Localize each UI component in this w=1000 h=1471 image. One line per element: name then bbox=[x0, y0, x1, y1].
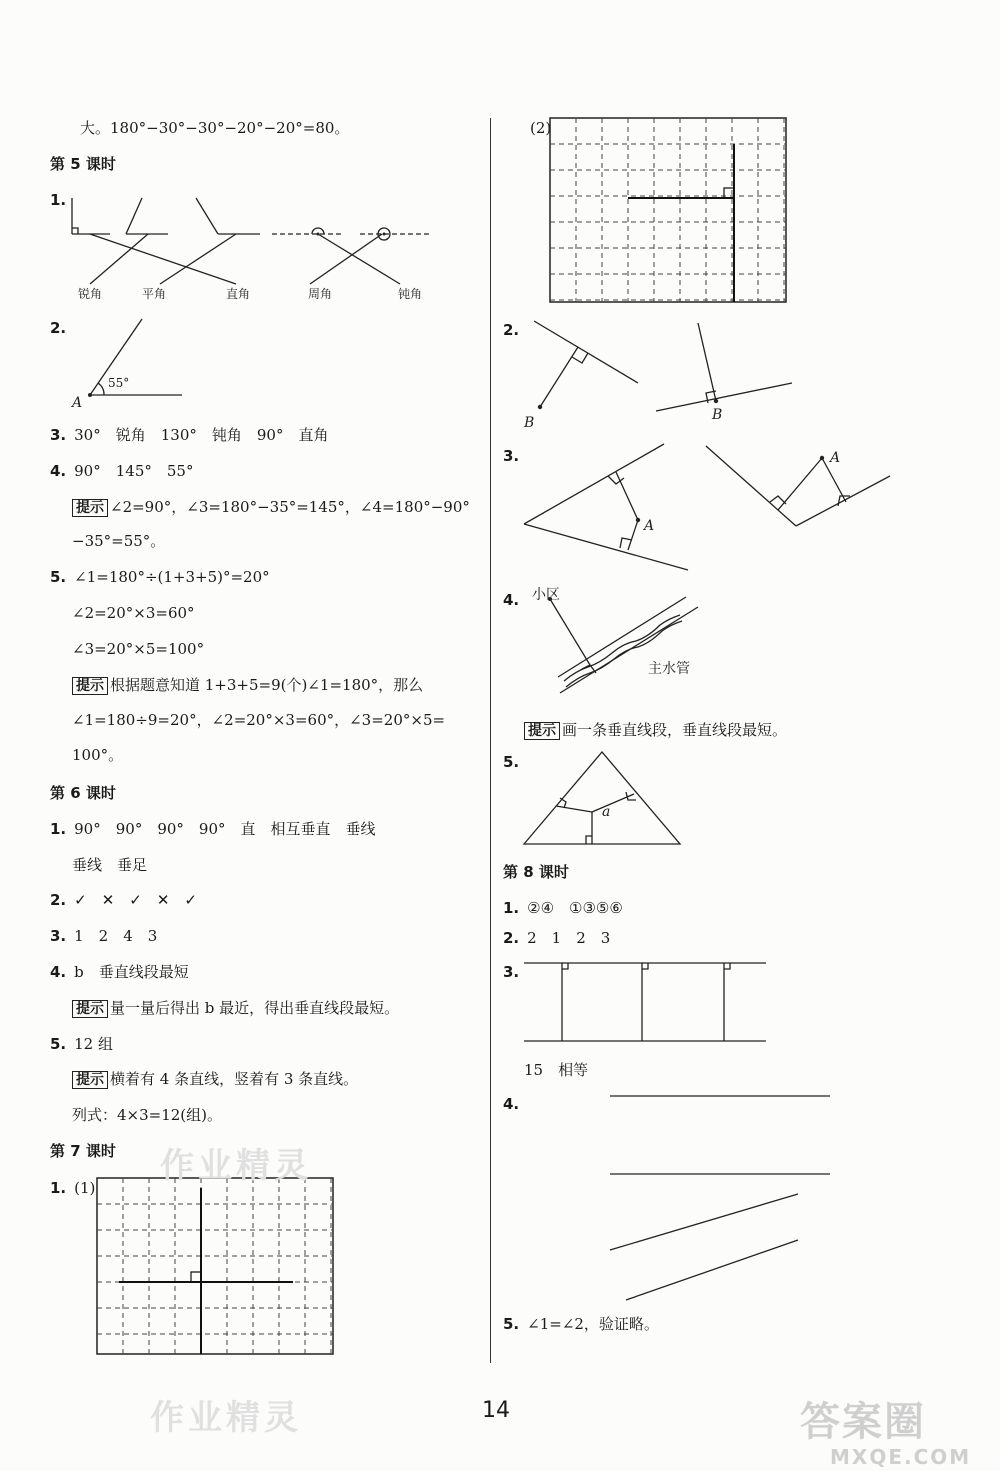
l6-q1-l2: 垂线 垂足 bbox=[72, 856, 148, 874]
r-q3-num: 3. bbox=[503, 447, 520, 465]
watermark-top: 作业精灵 bbox=[160, 1146, 312, 1186]
l8-q3-answer: 15 相等 bbox=[524, 1061, 589, 1079]
l5-q4-tip2: −35°=55°。 bbox=[72, 532, 166, 550]
logo-main: 答案圈 bbox=[800, 1399, 926, 1445]
r-q5-triangle-figure bbox=[520, 748, 690, 848]
l8-q4-num: 4. bbox=[503, 1095, 520, 1113]
l5-q5-tip2: ∠1=180÷9=20°，∠2=20°×3=60°，∠3=20°×5= bbox=[72, 711, 446, 729]
lesson5-title: 第 5 课时 bbox=[50, 155, 116, 173]
logo-url: MXQE.COM bbox=[830, 1445, 972, 1469]
label-full: 周角 bbox=[308, 287, 333, 301]
l5-q3: 3. 30° 锐角 130° 钝角 90° 直角 bbox=[50, 426, 329, 444]
l5-q4: 4. 90° 145° 55° bbox=[50, 462, 194, 480]
l8-q3-num: 3. bbox=[503, 963, 520, 981]
l6-q5-tip: 提示 横着有 4 条直线，竖着有 3 条直线。 bbox=[72, 1069, 358, 1090]
label-obtuse: 钝角 bbox=[398, 287, 423, 301]
l6-q3: 3. 1 2 4 3 bbox=[50, 927, 158, 945]
l5-q2-angle-figure bbox=[70, 315, 200, 415]
l5-q1-angle-matching bbox=[60, 192, 440, 302]
column-divider bbox=[490, 118, 491, 1363]
r-q4-water-pipe-figure bbox=[520, 585, 720, 705]
l6-q4-tip: 提示 量一量后得出 b 最近，得出垂直线段最短。 bbox=[72, 998, 399, 1019]
l6-q5: 5. 12 组 bbox=[50, 1035, 113, 1053]
l5-q1-num: 1. bbox=[50, 191, 67, 209]
page-number: 14 bbox=[482, 1398, 510, 1423]
label-acute: 锐角 bbox=[78, 287, 103, 301]
l6-q5-formula: 列式：4×3=12(组)。 bbox=[72, 1106, 223, 1124]
r-q3-point-a1: A bbox=[644, 518, 655, 534]
r-q2-num: 2. bbox=[503, 321, 520, 339]
l8-q5: 5. ∠1=∠2，验证略。 bbox=[503, 1315, 659, 1333]
angle-value: 55° bbox=[108, 376, 130, 390]
l5-q4-tip: 提示 ∠2=90°，∠3=180°−35°=145°，∠4=180°−90° bbox=[72, 497, 470, 518]
l6-q2: 2. ✓ ✕ ✓ ✕ ✓ bbox=[50, 891, 197, 909]
point-a: A bbox=[72, 395, 83, 411]
l5-q5-l2: ∠2=20°×3=60° bbox=[72, 604, 195, 622]
lesson6-title: 第 6 课时 bbox=[50, 784, 116, 802]
l8-q2: 2. 2 1 2 3 bbox=[503, 929, 611, 947]
l5-q5-tip: 提示 根据题意知道 1+3+5=9(个)∠1=180°，那么 bbox=[72, 675, 423, 696]
l8-q1: 1. ②④ ①③⑤⑥ bbox=[503, 899, 623, 917]
r-q2-point-b1: B bbox=[524, 415, 535, 431]
l6-q4: 4. b 垂直线段最短 bbox=[50, 963, 189, 981]
r-q4-place-label: 小区 bbox=[532, 587, 560, 603]
r-q4-num: 4. bbox=[503, 591, 520, 609]
watermark-bottom: 作业精灵 bbox=[150, 1398, 302, 1438]
l8-q4-parallel-lines bbox=[600, 1088, 840, 1308]
r-q1-grid-figure-2 bbox=[550, 118, 790, 304]
r-q3-point-a2: A bbox=[830, 450, 841, 466]
r-q2-perpendicular-figure bbox=[520, 315, 800, 435]
l7-q1-grid-figure-1 bbox=[97, 1178, 337, 1358]
l5-q5: 5. ∠1=180°÷(1+3+5)°=20° bbox=[50, 568, 270, 586]
l5-q5-tip3: 100°。 bbox=[72, 746, 124, 764]
r-q5-label-a: a bbox=[602, 804, 611, 820]
r-q1-sub2: (2) bbox=[530, 119, 552, 137]
l7-q1: 1. (1) bbox=[50, 1179, 96, 1197]
r-q5-num: 5. bbox=[503, 753, 520, 771]
label-right: 直角 bbox=[226, 287, 251, 301]
l5-q2-num: 2. bbox=[50, 319, 67, 337]
intro-line: 大。180°−30°−30°−20°−20°=80。 bbox=[80, 119, 350, 137]
lesson8-title: 第 8 课时 bbox=[503, 863, 569, 881]
l8-q3-parallel-figure bbox=[520, 955, 770, 1045]
r-q4-tip: 提示 画一条垂直线段，垂直线段最短。 bbox=[524, 720, 787, 741]
l5-q5-l3: ∠3=20°×5=100° bbox=[72, 640, 205, 658]
l6-q1: 1. 90° 90° 90° 90° 直 相互垂直 垂线 bbox=[50, 820, 376, 838]
r-q2-point-b2: B bbox=[712, 407, 723, 423]
label-straight: 平角 bbox=[142, 287, 167, 301]
r-q3-perpendicular-figure bbox=[520, 440, 900, 580]
site-logo bbox=[800, 1390, 990, 1469]
lesson7-title: 第 7 课时 bbox=[50, 1142, 116, 1160]
r-q4-pipe-label: 主水管 bbox=[648, 661, 690, 677]
